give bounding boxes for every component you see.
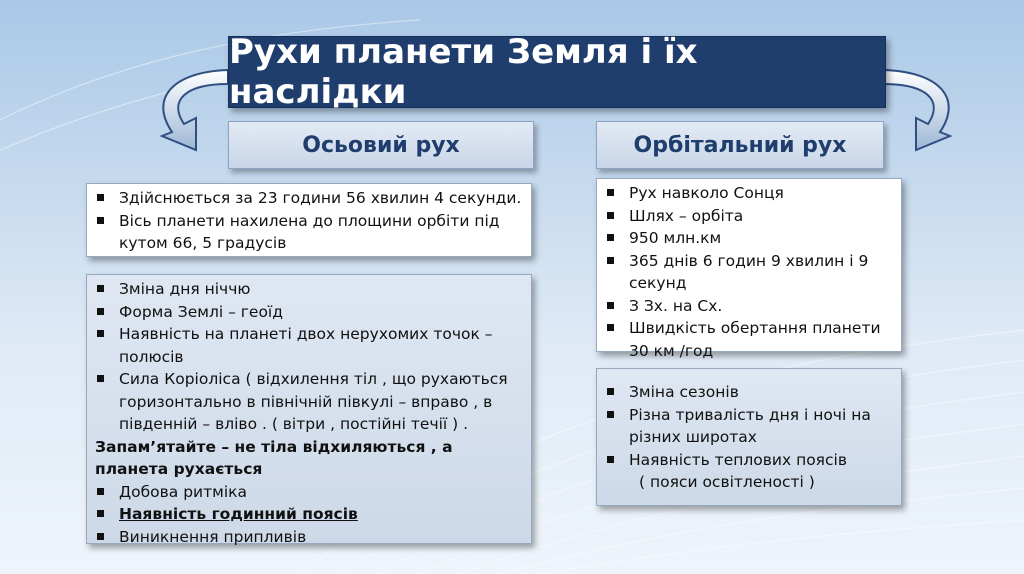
list-item: Наявність годинний поясів — [95, 503, 525, 526]
list-item: Наявність теплових поясів — [605, 449, 895, 472]
bullet-icon — [97, 375, 104, 382]
list-item: Сила Коріоліса ( відхилення тіл , що рухаються горизонтально в північній півкулі – вправо , в південній – вліво . ( вітри , постійні течії ) . — [95, 368, 525, 436]
bullet-icon — [607, 212, 614, 219]
bullet-icon — [97, 510, 104, 517]
bullet-icon — [97, 308, 104, 315]
bullet-icon — [607, 411, 614, 418]
bullet-icon — [607, 302, 614, 309]
list-item: Здійснюється за 23 години 56 хвилин 4 секунди. — [95, 187, 525, 210]
bullet-icon — [97, 285, 104, 292]
list-item: Різна тривалість дня і ночі на різних широтах — [605, 404, 895, 449]
bullet-icon — [607, 324, 614, 331]
list-item: Зміна дня ніччю — [95, 278, 525, 301]
list-item: Форма Землі – геоїд — [95, 301, 525, 324]
list-item: Наявність на планеті двох нерухомих точок – полюсів — [95, 323, 525, 368]
orbital-motion-header: Орбітальний рух — [596, 121, 884, 169]
bullet-icon — [97, 330, 104, 337]
list-item: Вісь планети нахилена до площини орбіти під кутом 66, 5 градусів — [95, 210, 525, 255]
remember-note: Запам’ятайте – не тіла відхиляються , а планета рухається — [95, 437, 453, 478]
orbital-facts-box — [596, 178, 902, 360]
bullet-icon — [97, 194, 104, 201]
bullet-icon — [97, 488, 104, 495]
list-item: Шлях – орбіта — [605, 205, 895, 228]
list-item: З Зх. на Сх. — [605, 295, 895, 318]
axial-motion-header: Осьовий рух — [228, 121, 534, 169]
list-item: Швидкість обертання планети 30 км /год — [605, 317, 895, 362]
bullet-icon — [607, 456, 614, 463]
page-title: Рухи планети Земля і їх наслідки — [228, 36, 886, 108]
bullet-icon — [607, 257, 614, 264]
list-item: Виникнення припливів — [95, 526, 525, 549]
bullet-icon — [607, 234, 614, 241]
bullet-icon — [607, 388, 614, 395]
list-item: 950 млн.км — [605, 227, 895, 250]
bullet-icon — [607, 189, 614, 196]
axial-consequences-box — [86, 274, 532, 544]
list-item: Рух навколо Сонця — [605, 182, 895, 205]
bullet-icon — [97, 217, 104, 224]
list-item: Добова ритміка — [95, 481, 525, 504]
belts-note: ( пояси освітленості ) — [639, 473, 815, 491]
orbital-consequences-box — [596, 368, 902, 506]
list-item: 365 днів 6 годин 9 хвилин і 9 секунд — [605, 250, 895, 295]
axial-facts-box — [86, 183, 532, 257]
list-item: Зміна сезонів — [605, 381, 895, 404]
bullet-icon — [97, 533, 104, 540]
